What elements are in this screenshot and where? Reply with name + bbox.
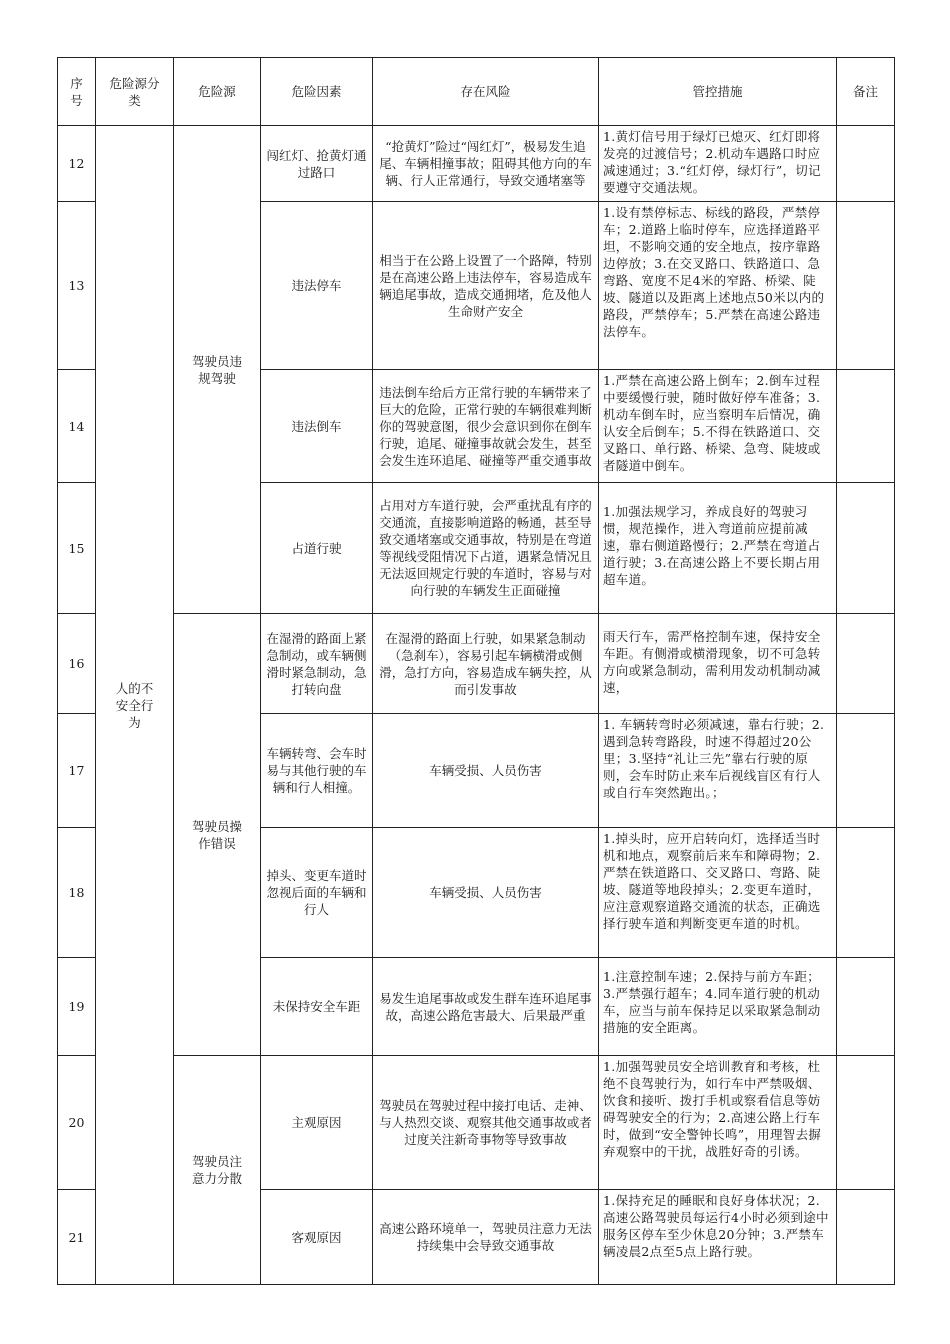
row-number: 18 — [58, 828, 96, 958]
row-number: 12 — [58, 126, 96, 202]
header-category: 危险源分类 — [96, 58, 174, 126]
factor-cell: 违法倒车 — [261, 370, 373, 483]
table-row — [58, 1056, 895, 1190]
measures-cell: 雨天行车，需严格控制车速，保持安全车距。有侧滑或横滑现象，切不可急转方向或紧急制动，需利用发动机制动减速， — [599, 614, 837, 714]
measures-cell: 1.黄灯信号用于绿灯已熄灭、红灯即将发亮的过渡信号；2.机动车遇路口时应减速通过；3.“红灯停，绿灯行”，切记要遵守交通法规。 — [599, 126, 837, 202]
table-row — [58, 126, 895, 202]
table-row — [58, 614, 895, 714]
header-risk: 存在风险 — [373, 58, 599, 126]
risk-cell: 易发生追尾事故或发生群车连环追尾事故，高速公路危害最大、后果最严重 — [373, 958, 599, 1056]
group-attention: 驾驶员注意力分散 — [174, 1056, 261, 1285]
factor-cell: 车辆转弯、会车时易与其他行驶的车辆和行人相撞。 — [261, 714, 373, 828]
measures-cell: 1.严禁在高速公路上倒车；2.倒车过程中要缓慢行驶，随时做好停车准备；3.机动车倒车时，应当察明车后情况，确认安全后倒车；5.不得在铁路道口、交叉路口、单行路、桥梁、急弯、陡坡或者隧道中倒车。 — [599, 370, 837, 483]
note-cell — [837, 483, 895, 614]
row-number: 21 — [58, 1190, 96, 1285]
group-violation: 驾驶员违规驾驶 — [174, 126, 261, 614]
note-cell — [837, 714, 895, 828]
measures-cell: 1. 车辆转弯时必须减速，靠右行驶；2.遇到急转弯路段，时速不得超过20公里；3.坚持“礼让三先”靠右行驶的原则，会车时防止来车后视线盲区有行人或自行车突然跑出。； — [599, 714, 837, 828]
measures-cell: 1.注意控制车速；2.保持与前方车距；3.严禁强行超车；4.同车道行驶的机动车，应当与前车保持足以采取紧急制动措施的安全距离。 — [599, 958, 837, 1056]
risk-cell: 高速公路环境单一，驾驶员注意力无法持续集中会导致交通事故 — [373, 1190, 599, 1285]
row-number: 14 — [58, 370, 96, 483]
factor-cell: 在湿滑的路面上紧急制动，或车辆侧滑时紧急制动，急打转向盘 — [261, 614, 373, 714]
row-number: 19 — [58, 958, 96, 1056]
factor-cell: 未保持安全车距 — [261, 958, 373, 1056]
measures-cell: 1.加强法规学习，养成良好的驾驶习惯，规范操作，进入弯道前应提前减速，靠右侧道路慢行；2.严禁在弯道占道行驶；3.在高速公路上不要长期占用超车道。 — [599, 483, 837, 614]
table-header-row — [58, 58, 895, 126]
risk-cell: 车辆受损、人员伤害 — [373, 714, 599, 828]
header-seq: 序号 — [58, 58, 96, 126]
factor-cell: 主观原因 — [261, 1056, 373, 1190]
category-cell: 人的不安全行为 — [96, 126, 174, 1285]
factor-cell: 客观原因 — [261, 1190, 373, 1285]
risk-cell: 相当于在公路上设置了一个路障，特别是在高速公路上违法停车，容易造成车辆追尾事故，造成交通拥堵，危及他人生命财产安全 — [373, 202, 599, 370]
row-number: 20 — [58, 1056, 96, 1190]
header-source: 危险源 — [174, 58, 261, 126]
factor-cell: 占道行驶 — [261, 483, 373, 614]
header-factor: 危险因素 — [261, 58, 373, 126]
note-cell — [837, 202, 895, 370]
row-number: 13 — [58, 202, 96, 370]
header-note: 备注 — [837, 58, 895, 126]
measures-cell: 1.保持充足的睡眠和良好身体状况；2.高速公路驾驶员每运行4小时必须到途中服务区停车至少休息20分钟；3.严禁车辆凌晨2点至5点上路行驶。 — [599, 1190, 837, 1285]
measures-cell: 1.设有禁停标志、标线的路段，严禁停车；2.道路上临时停车，应选择道路平坦，不影响交通的安全地点，按序靠路边停放；3.在交叉路口、铁路道口、急弯路、宽度不足4米的窄路、桥梁、陡坡、隧道以及距离上述地点50米以内的路段，严禁停车；5.严禁在高速公路违法停车。 — [599, 202, 837, 370]
risk-cell: 违法倒车给后方正常行驶的车辆带来了巨大的危险，正常行驶的车辆很难判断你的驾驶意图，很少会意识到你在倒车行驶，追尾、碰撞事故就会发生，甚至会发生连环追尾、碰撞等严重交通事故 — [373, 370, 599, 483]
row-number: 16 — [58, 614, 96, 714]
row-number: 15 — [58, 483, 96, 614]
risk-cell: 车辆受损、人员伤害 — [373, 828, 599, 958]
measures-cell: 1.加强驾驶员安全培训教育和考核，杜绝不良驾驶行为，如行车中严禁吸烟、饮食和接听、拨打手机或察看信息等妨碍驾驶安全的行为；2.高速公路上行车时，做到“安全警钟长鸣”，用理智去摒弃观察中的干扰，战胜好奇的引诱。 — [599, 1056, 837, 1190]
note-cell — [837, 614, 895, 714]
risk-cell: 占用对方车道行驶，会严重扰乱有序的交通流，直接影响道路的畅通，甚至导致交通堵塞或交通事故，特别是在弯道等视线受阻情况下占道，遇紧急情况且无法返回规定行驶的车道时，容易与对向行驶的车辆发生正面碰撞 — [373, 483, 599, 614]
note-cell — [837, 1056, 895, 1190]
hazard-table — [57, 57, 895, 1285]
risk-cell: 在湿滑的路面上行驶，如果紧急制动（急刹车），容易引起车辆横滑或侧滑，急打方向，容易造成车辆失控，从而引发事故 — [373, 614, 599, 714]
row-number: 17 — [58, 714, 96, 828]
factor-cell: 掉头、变更车道时忽视后面的车辆和行人 — [261, 828, 373, 958]
risk-cell: 驾驶员在驾驶过程中接打电话、走神、与人热烈交谈、观察其他交通事故或者过度关注新奇事物等导致事故 — [373, 1056, 599, 1190]
note-cell — [837, 370, 895, 483]
note-cell — [837, 958, 895, 1056]
note-cell — [837, 1190, 895, 1285]
note-cell — [837, 828, 895, 958]
factor-cell: 闯红灯、抢黄灯通过路口 — [261, 126, 373, 202]
header-measures: 管控措施 — [599, 58, 837, 126]
factor-cell: 违法停车 — [261, 202, 373, 370]
measures-cell: 1.掉头时，应开启转向灯，选择适当时机和地点，观察前后来车和障碍物；2.严禁在铁道路口、交叉路口、弯路、陡坡、隧道等地段掉头；2.变更车道时，应注意观察道路交通流的状态，正确选择行驶车道和判断变更车道的时机。 — [599, 828, 837, 958]
note-cell — [837, 126, 895, 202]
risk-cell: “抢黄灯”险过“闯红灯”，极易发生追尾、车辆相撞事故；阻碍其他方向的车辆、行人正常通行，导致交通堵塞等 — [373, 126, 599, 202]
group-error: 驾驶员操作错误 — [174, 614, 261, 1056]
